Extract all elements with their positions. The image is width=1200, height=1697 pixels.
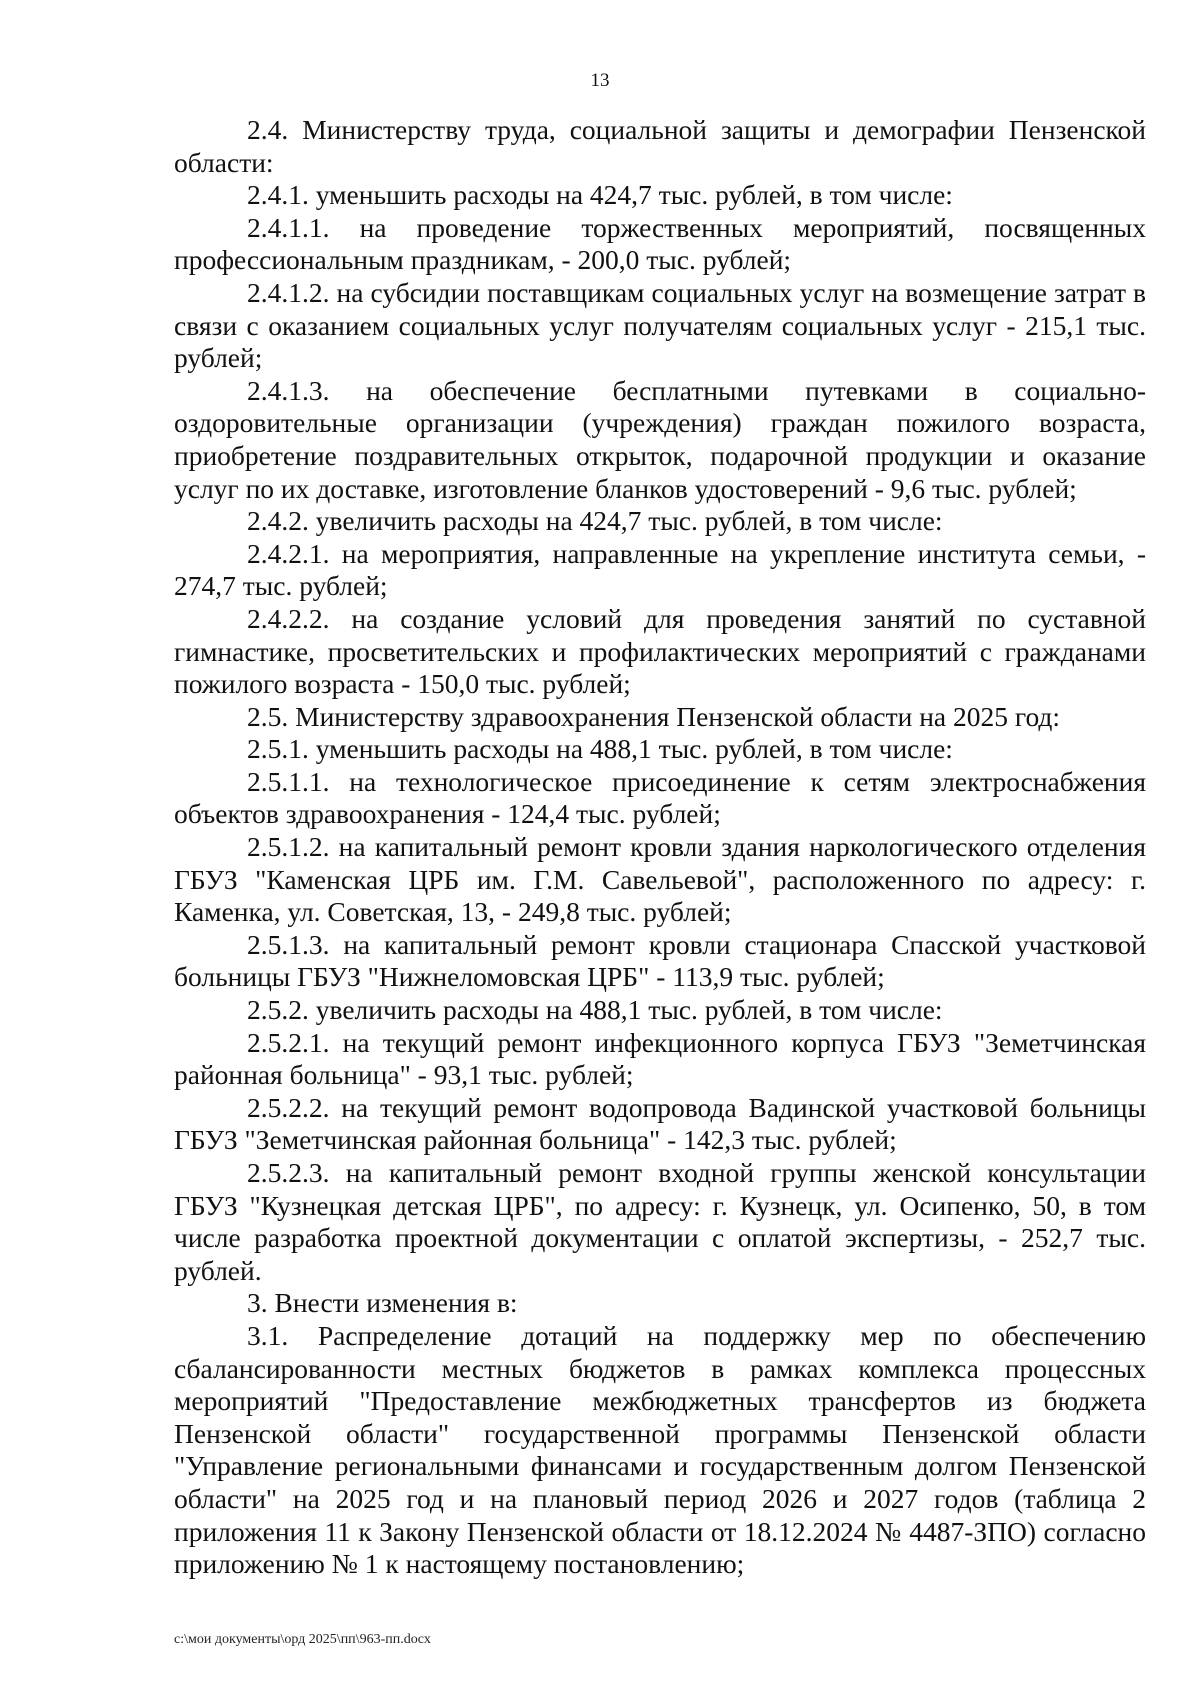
paragraph-2-5: 2.5. Министерству здравоохранения Пензенской области на 2025 год: <box>247 700 1061 732</box>
paragraph-2-4-1-2: 2.4.1.2. на субсидии поставщикам социальных услуг на возмещение затрат в связи с оказанием социальных услуг получателям социальных услуг - 215,1 тыс. рублей; <box>174 276 1146 374</box>
paragraph-2-4-1: 2.4.1. уменьшить расходы на 424,7 тыс. рублей, в том числе: <box>247 179 953 211</box>
paragraph-2-5-2-1: 2.5.2.1. на текущий ремонт инфекционного корпуса ГБУЗ "Земетчинская районная больница" - 93,1 тыс. рублей; <box>174 1026 1146 1091</box>
footer-file-path: c:\мои документы\орд 2025\пп\963-пп.docx <box>174 1632 431 1647</box>
paragraph-2-5-2: 2.5.2. увеличить расходы на 488,1 тыс. рублей, в том числе: <box>247 994 943 1026</box>
paragraph-2-5-1-1: 2.5.1.1. на технологическое присоединение к сетям электроснабжения объектов здравоохранения - 124,4 тыс. рублей; <box>174 765 1146 830</box>
paragraph-2-4-2-1: 2.4.2.1. на мероприятия, направленные на укрепление института семьи, - 274,7 тыс. рублей; <box>174 537 1146 602</box>
page-number: 13 <box>590 70 610 91</box>
paragraph-2-4-1-1: 2.4.1.1. на проведение торжественных мероприятий, посвященных профессиональным праздникам, - 200,0 тыс. рублей; <box>174 211 1146 276</box>
paragraph-2-5-1-2: 2.5.1.2. на капитальный ремонт кровли здания наркологического отделения ГБУЗ "Каменская ЦРБ им. Г.М. Савельевой", расположенного по адресу: г. Каменка, ул. Советская, 13, - 249,8 тыс. рублей; <box>174 831 1146 928</box>
document-body <box>174 114 1146 1581</box>
paragraph-3: 3. Внести изменения в: <box>247 1287 518 1319</box>
paragraph-2-5-1: 2.5.1. уменьшить расходы на 488,1 тыс. рублей, в том числе: <box>247 733 953 765</box>
paragraph-2-5-2-3: 2.5.2.3. на капитальный ремонт входной группы женской консультации ГБУЗ "Кузнецкая детская ЦРБ", по адресу: г. Кузнецк, ул. Осипенко, 50, в том числе разработка проектной документации с оплатой экспертизы, - 252,7 тыс. рублей. <box>174 1157 1146 1286</box>
paragraph-3-1: 3.1. Распределение дотаций на поддержку мер по обеспечению сбалансированности местных бюджетов в рамках комплекса процессных мероприятий "Предоставление межбюджетных трансфертов из бюджета Пензенской области" государственной программы Пензенской области "Управление региональными финансами и государственным долгом Пензенской области" на 2025 год и на плановый период 2026 и 2027 годов (таблица 2 приложения 11 к Закону Пензенской области от 18.12.2024 № 4487-ЗПО) согласно приложению № 1 к настоящему постановлению; <box>174 1319 1146 1580</box>
paragraph-2-4-2: 2.4.2. увеличить расходы на 424,7 тыс. рублей, в том числе: <box>247 505 943 537</box>
paragraph-2-5-1-3: 2.5.1.3. на капитальный ремонт кровли стационара Спасской участковой больницы ГБУЗ "Нижнеломовская ЦРБ" - 113,9 тыс. рублей; <box>174 928 1146 993</box>
paragraph-2-4: 2.4. Министерству труда, социальной защиты и демографии Пензенской области: <box>174 114 1146 178</box>
paragraph-2-4-1-3: 2.4.1.3. на обеспечение бесплатными путевками в социально-оздоровительные организации (учреждения) граждан пожилого возраста, приобретение поздравительных открыток, подарочной продукции и оказание услуг по их доставке, изготовление бланков удостоверений - 9,6 тыс. рублей; <box>174 374 1146 504</box>
paragraph-2-5-2-2: 2.5.2.2. на текущий ремонт водопровода Вадинской участковой больницы ГБУЗ "Земетчинская районная больница" - 142,3 тыс. рублей; <box>174 1091 1146 1156</box>
paragraph-2-4-2-2: 2.4.2.2. на создание условий для проведения занятий по суставной гимнастике, просветительских и профилактических мероприятий с гражданами пожилого возраста - 150,0 тыс. рублей; <box>174 602 1146 700</box>
